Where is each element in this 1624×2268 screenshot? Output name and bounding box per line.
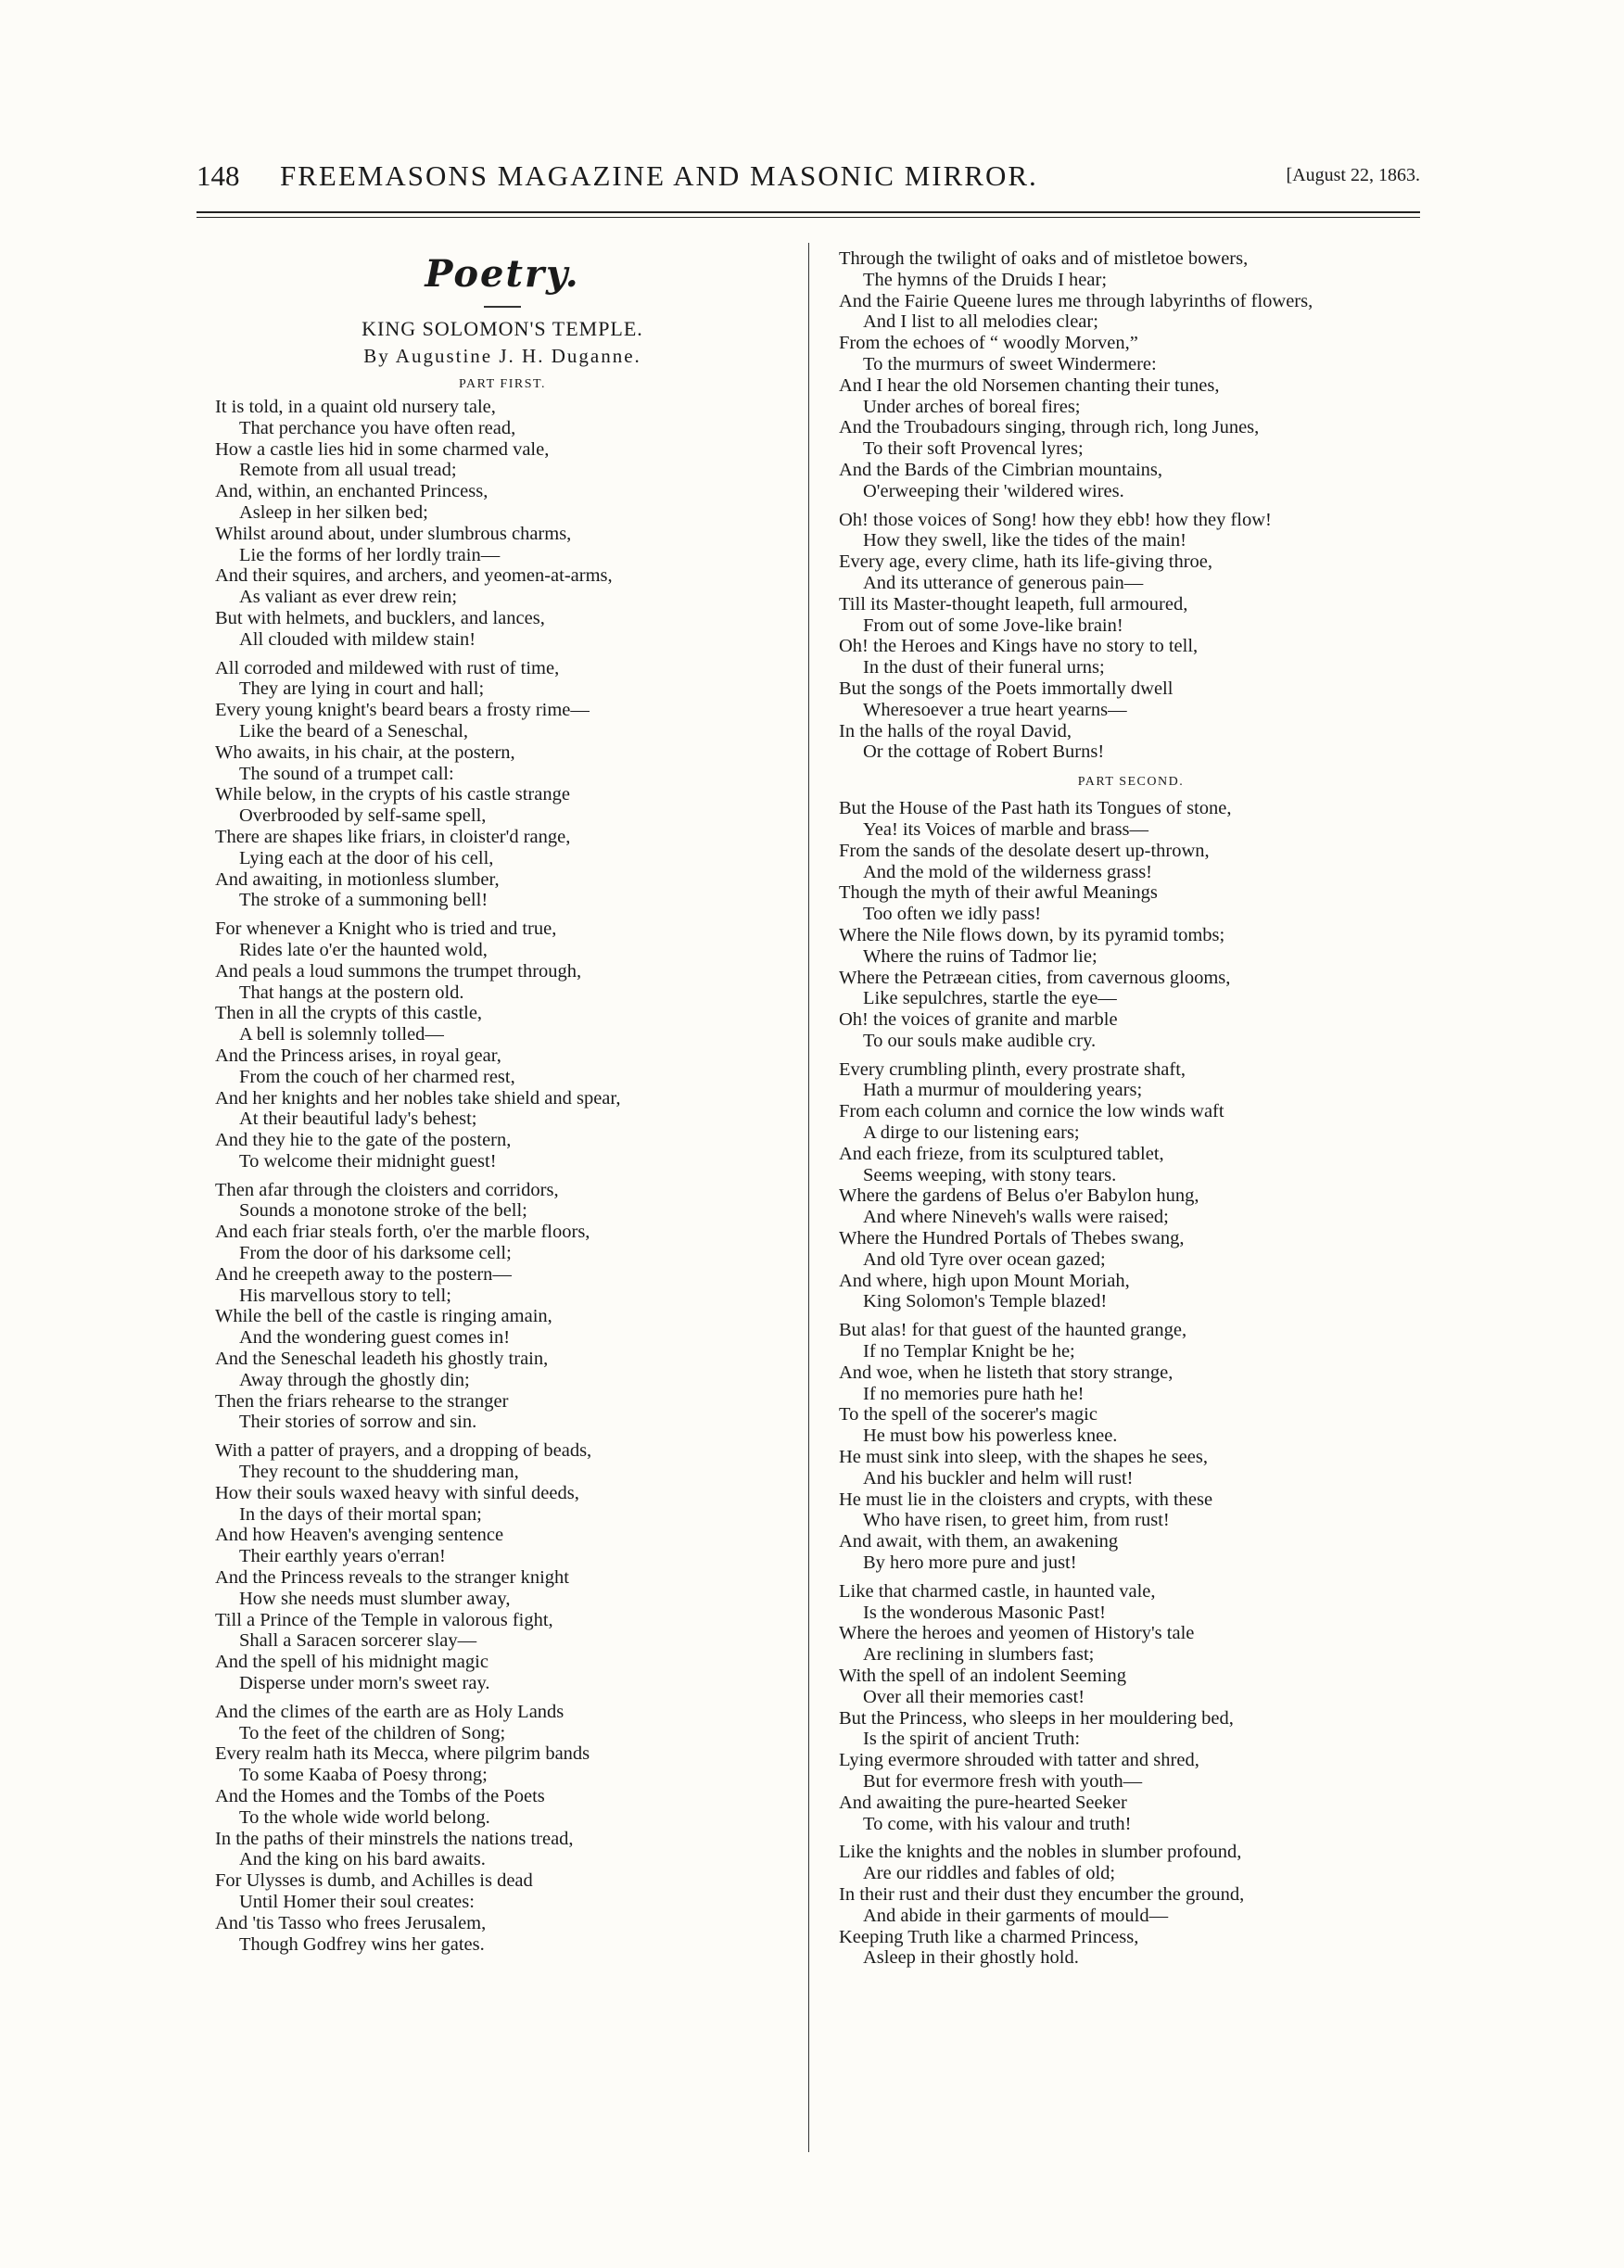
poem-line: The stroke of a summoning bell! xyxy=(239,890,488,911)
poem-line: To the spell of the socerer's magic xyxy=(839,1404,1097,1425)
poem-line: Till its Master-thought leapeth, full armoured, xyxy=(839,593,1188,615)
poem-line: And each frieze, from its sculptured tablet, xyxy=(839,1143,1164,1164)
poem-line: Keeping Truth like a charmed Princess, xyxy=(839,1926,1139,1947)
poem-line: Oh! the voices of granite and marble xyxy=(839,1009,1118,1031)
poem-line: They recount to the shuddering man, xyxy=(239,1462,519,1483)
poem-line: If no memories pure hath he! xyxy=(863,1383,1085,1404)
poem-line: Where the Nile flows down, by its pyramid tombs; xyxy=(839,924,1225,945)
poem-line: And the Princess reveals to the stranger knight xyxy=(215,1567,570,1589)
poem-line: But alas! for that guest of the haunted grange, xyxy=(839,1320,1187,1341)
poem-line: Sounds a monotone stroke of the bell; xyxy=(239,1200,527,1222)
poem-line: Every realm hath its Mecca, where pilgrim bands xyxy=(215,1743,590,1765)
poem-line: And the Fairie Queene lures me through labyrinths of flowers, xyxy=(839,290,1313,311)
poem-line: Then the friars rehearse to the stranger xyxy=(215,1390,509,1412)
header-rule-thin xyxy=(197,217,1420,218)
poem-line: From out of some Jove-like brain! xyxy=(863,615,1123,636)
poem-line: Under arches of boreal fires; xyxy=(863,396,1081,417)
poem-line: Who have risen, to greet him, from rust! xyxy=(863,1510,1170,1531)
section-heading: Poetry. xyxy=(425,252,580,296)
poem-line: But the Princess, who sleeps in her mouldering bed, xyxy=(839,1707,1234,1729)
poem-line: And the climes of the earth are as Holy Lands xyxy=(215,1701,565,1722)
poem-line: How their souls waxed heavy with sinful deeds, xyxy=(215,1482,579,1503)
poem-line: And each friar steals forth, o'er the marble floors, xyxy=(215,1222,590,1243)
stanza xyxy=(839,1320,1423,1574)
poem-line: Away through the ghostly din; xyxy=(239,1369,470,1390)
poem-line: To the murmurs of sweet Windermere: xyxy=(863,353,1157,374)
poem-line: A dirge to our listening ears; xyxy=(863,1122,1080,1144)
poem-line: And he creepeth away to the postern— xyxy=(215,1263,512,1285)
stanza xyxy=(215,658,790,912)
right-stanzas-part-two xyxy=(839,798,1423,1969)
poem-line: Like the beard of a Seneschal, xyxy=(239,720,469,741)
poem-line: Though Godfrey wins her gates. xyxy=(239,1933,485,1955)
poem-line: And the spell of his midnight magic xyxy=(215,1652,488,1673)
poem-line: Every crumbling plinth, every prostrate shaft, xyxy=(839,1058,1186,1080)
poem-line: To the whole wide world belong. xyxy=(239,1806,490,1828)
poem-line: Seems weeping, with stony tears. xyxy=(863,1164,1117,1185)
masthead-title: FREEMASONS MAGAZINE AND MASONIC MIRROR. xyxy=(280,159,1038,192)
poem-line: And the king on his bard awaits. xyxy=(239,1849,486,1870)
poem-line: Their stories of sorrow and sin. xyxy=(239,1412,477,1433)
poem-line: To welcome their midnight guest! xyxy=(239,1150,497,1172)
poem-line: If no Templar Knight be he; xyxy=(863,1341,1075,1362)
poem-line: In the days of their mortal span; xyxy=(239,1503,482,1525)
poem-line: The hymns of the Druids I hear; xyxy=(863,269,1108,290)
poem-line: From each column and cornice the low winds waft xyxy=(839,1101,1224,1122)
poem-line: And abide in their garments of mould— xyxy=(863,1905,1169,1926)
poem-line: As valiant as ever drew rein; xyxy=(239,587,458,608)
poem-line: And the Troubadours singing, through rich, long Junes, xyxy=(839,417,1260,438)
poem-title: KING SOLOMON'S TEMPLE. xyxy=(362,317,643,340)
poem-line: All clouded with mildew stain! xyxy=(239,628,476,650)
poem-line: From the couch of her charmed rest, xyxy=(239,1066,515,1087)
poem-line: Where the Hundred Portals of Thebes swang, xyxy=(839,1228,1185,1249)
poem-line: That perchance you have often read, xyxy=(239,417,516,438)
poem-line: Lying each at the door of his cell, xyxy=(239,847,494,868)
poem-line: In their rust and their dust they encumber the ground, xyxy=(839,1883,1245,1905)
poem-line: And awaiting, in motionless slumber, xyxy=(215,868,500,890)
poem-line: He must lie in the cloisters and crypts, with these xyxy=(839,1489,1213,1510)
stanza xyxy=(839,1842,1423,1969)
heading-rule xyxy=(484,306,521,308)
poem-line: And they hie to the gate of the postern, xyxy=(215,1130,512,1151)
poem-line: Like that charmed castle, in haunted vale, xyxy=(839,1580,1156,1602)
stanza xyxy=(839,798,1423,1052)
poem-line: Too often we idly pass! xyxy=(863,904,1042,925)
poem-line: From the echoes of “ woodly Morven,” xyxy=(839,333,1138,354)
poem-line: How they swell, like the tides of the main! xyxy=(863,530,1186,551)
stanza xyxy=(839,510,1423,764)
header-rule-thick xyxy=(197,211,1420,213)
poem-line: From the sands of the desolate desert up-thrown, xyxy=(839,840,1210,861)
poem-line: There are shapes like friars, in cloister'd range, xyxy=(215,826,571,847)
poem-line: And her knights and her nobles take shield and spear, xyxy=(215,1087,621,1109)
part-second-label: PART SECOND. xyxy=(1077,775,1185,790)
poem-line: Is the spirit of ancient Truth: xyxy=(863,1729,1081,1750)
poem-line: Is the wonderous Masonic Past! xyxy=(863,1602,1106,1623)
poem-line: How a castle lies hid in some charmed vale, xyxy=(215,438,550,460)
poem-line: And old Tyre over ocean gazed; xyxy=(863,1248,1106,1270)
left-stanzas xyxy=(215,397,790,1955)
poem-line: Yea! its Voices of marble and brass— xyxy=(863,818,1149,840)
poem-line: Rides late o'er the haunted wold, xyxy=(239,939,488,960)
poem-line: King Solomon's Temple blazed! xyxy=(863,1291,1108,1312)
poem-line: Where the gardens of Belus o'er Babylon hung, xyxy=(839,1185,1199,1207)
stanza xyxy=(839,1059,1423,1313)
poem-line: And 'tis Tasso who frees Jerusalem, xyxy=(215,1912,487,1933)
poem-line: In the halls of the royal David, xyxy=(839,720,1072,741)
poem-line: Where the Petræean cities, from cavernous glooms, xyxy=(839,967,1231,988)
poem-line: Every young knight's beard bears a frosty rime— xyxy=(215,700,590,721)
poem-line: Then afar through the cloisters and corridors, xyxy=(215,1179,559,1200)
poem-line: At their beautiful lady's behest; xyxy=(239,1109,477,1130)
poem-line: And their squires, and archers, and yeomen-at-arms, xyxy=(215,565,613,587)
right-column xyxy=(839,248,1423,1976)
poem-line: With a patter of prayers, and a dropping of beads, xyxy=(215,1440,592,1462)
poem-line: And awaiting the pure-hearted Seeker xyxy=(839,1792,1127,1813)
issue-date: [August 22, 1863. xyxy=(1286,165,1420,185)
poem-line: And how Heaven's avenging sentence xyxy=(215,1525,504,1546)
poem-line: And woe, when he listeth that story strange, xyxy=(839,1362,1174,1383)
poem-line: Are reclining in slumbers fast; xyxy=(863,1644,1095,1666)
poem-line: But for evermore fresh with youth— xyxy=(863,1770,1143,1792)
poem-line: Wheresoever a true heart yearns— xyxy=(863,699,1127,720)
poem-line: A bell is solemnly tolled— xyxy=(239,1024,444,1045)
poem-line: Who awaits, in his chair, at the postern, xyxy=(215,741,515,763)
poem-line: Till a Prince of the Temple in valorous fight, xyxy=(215,1609,553,1630)
part-first-label: PART FIRST. xyxy=(459,377,546,391)
poem-line: Disperse under morn's sweet ray. xyxy=(239,1673,490,1694)
poem-line: Until Homer their soul creates: xyxy=(239,1891,475,1912)
poem-line: And I list to all melodies clear; xyxy=(863,311,1098,333)
poem-line: Remote from all usual tread; xyxy=(239,460,457,481)
poem-line: Asleep in their ghostly hold. xyxy=(863,1947,1079,1969)
poem-byline: By Augustine J. H. Duganne. xyxy=(363,345,641,367)
poem-line: Hath a murmur of mouldering years; xyxy=(863,1080,1143,1101)
poem-line: Are our riddles and fables of old; xyxy=(863,1863,1116,1884)
page-number: 148 xyxy=(197,159,240,192)
poem-line: And the Seneschal leadeth his ghostly train, xyxy=(215,1349,549,1370)
poem-line: And I hear the old Norsemen chanting their tunes, xyxy=(839,374,1220,396)
poem-line: And the mold of the wilderness grass! xyxy=(863,861,1152,882)
poem-line: And its utterance of generous pain— xyxy=(863,572,1144,593)
poem-line: It is told, in a quaint old nursery tale, xyxy=(215,397,496,417)
poem-line: And the Princess arises, in royal gear, xyxy=(215,1045,501,1066)
poem-line: O'erweeping their 'wildered wires. xyxy=(863,480,1124,501)
poem-line: Asleep in her silken bed; xyxy=(239,501,428,523)
poem-line: And await, with them, an awakening xyxy=(839,1531,1119,1552)
poem-line: And his buckler and helm will rust! xyxy=(863,1467,1134,1489)
poem-line: Every age, every clime, hath its life-giving throe, xyxy=(839,551,1213,573)
poem-line: They are lying in court and hall; xyxy=(239,678,485,700)
poem-line: The sound of a trumpet call: xyxy=(239,763,454,784)
poem-line: But the songs of the Poets immortally dwell xyxy=(839,678,1174,699)
poem-line: And peals a loud summons the trumpet through, xyxy=(215,960,582,982)
poem-line: He must sink into sleep, with the shapes he sees, xyxy=(839,1447,1208,1468)
left-column xyxy=(215,248,790,1962)
poem-line: How she needs must slumber away, xyxy=(239,1588,511,1609)
poem-line: Then in all the crypts of this castle, xyxy=(215,1003,483,1024)
poem-line: And, within, an enchanted Princess, xyxy=(215,481,488,502)
poem-line: Like sepulchres, startle the eye— xyxy=(863,988,1117,1009)
poem-line: By hero more pure and just! xyxy=(863,1552,1077,1574)
stanza xyxy=(839,1581,1423,1835)
poem-line: Shall a Saracen sorcerer slay— xyxy=(239,1630,477,1652)
poem-line: With the spell of an indolent Seeming xyxy=(839,1666,1127,1686)
poem-line: And the Bards of the Cimbrian mountains, xyxy=(839,459,1163,480)
poem-line: And the Homes and the Tombs of the Poets xyxy=(215,1786,545,1806)
poem-line: In the dust of their funeral urns; xyxy=(863,657,1105,678)
poem-line: Through the twilight of oaks and of mistletoe bowers, xyxy=(839,248,1249,269)
poem-line: And where Nineveh's walls were raised; xyxy=(863,1207,1169,1228)
poem-line: In the paths of their minstrels the nations tread, xyxy=(215,1828,574,1849)
poem-line: Or the cottage of Robert Burns! xyxy=(863,741,1105,763)
poem-line: To our souls make audible cry. xyxy=(863,1030,1097,1051)
poem-line: His marvellous story to tell; xyxy=(239,1285,451,1306)
poem-line: Like the knights and the nobles in slumber profound, xyxy=(839,1842,1242,1863)
poem-line: From the door of his darksome cell; xyxy=(239,1243,512,1264)
poem-line: For Ulysses is dumb, and Achilles is dead xyxy=(215,1870,533,1892)
poem-line: To some Kaaba of Poesy throng; xyxy=(239,1765,488,1786)
poem-line: Where the heroes and yeomen of History's tale xyxy=(839,1623,1195,1644)
poem-line: Their earthly years o'erran! xyxy=(239,1546,446,1567)
poem-line: To their soft Provencal lyres; xyxy=(863,438,1084,460)
poem-line: To the feet of the children of Song; xyxy=(239,1722,506,1743)
poem-line: All corroded and mildewed with rust of time, xyxy=(215,657,560,678)
right-stanzas-part-one xyxy=(839,248,1423,763)
poem-line: While the bell of the castle is ringing amain, xyxy=(215,1306,552,1327)
poem-line: Though the myth of their awful Meanings xyxy=(839,882,1158,904)
stanza xyxy=(215,1702,790,1956)
column-divider xyxy=(808,243,809,2152)
poem-line: Overbrooded by self-same spell, xyxy=(239,805,487,827)
stanza xyxy=(215,1180,790,1434)
poem-line: Where the ruins of Tadmor lie; xyxy=(863,945,1097,967)
stanza xyxy=(215,919,790,1172)
poem-line: Lie the forms of her lordly train— xyxy=(239,544,501,565)
poem-line: Oh! the Heroes and Kings have no story to tell, xyxy=(839,636,1199,657)
poem-line: Whilst around about, under slumbrous charms, xyxy=(215,523,572,544)
poem-line: That hangs at the postern old. xyxy=(239,982,464,1003)
poem-line: Lying evermore shrouded with tatter and shred, xyxy=(839,1750,1199,1771)
poem-line: And the wondering guest comes in! xyxy=(239,1327,511,1349)
poem-line: Over all their memories cast! xyxy=(863,1686,1085,1707)
poem-line: Oh! those voices of Song! how they ebb! how they flow! xyxy=(839,509,1272,530)
poem-line: To come, with his valour and truth! xyxy=(863,1813,1132,1834)
poem-line: But the House of the Past hath its Tongues of stone, xyxy=(839,798,1232,819)
poem-line: But with helmets, and bucklers, and lances, xyxy=(215,607,545,628)
poem-line: And where, high upon Mount Moriah, xyxy=(839,1270,1130,1291)
poem-line: For whenever a Knight who is tried and true, xyxy=(215,919,557,940)
poem-line: While below, in the crypts of his castle strange xyxy=(215,784,570,805)
poem-line: He must bow his powerless knee. xyxy=(863,1425,1118,1447)
page-header xyxy=(197,159,1420,204)
stanza xyxy=(215,1440,790,1694)
stanza xyxy=(215,397,790,651)
stanza xyxy=(839,248,1423,502)
